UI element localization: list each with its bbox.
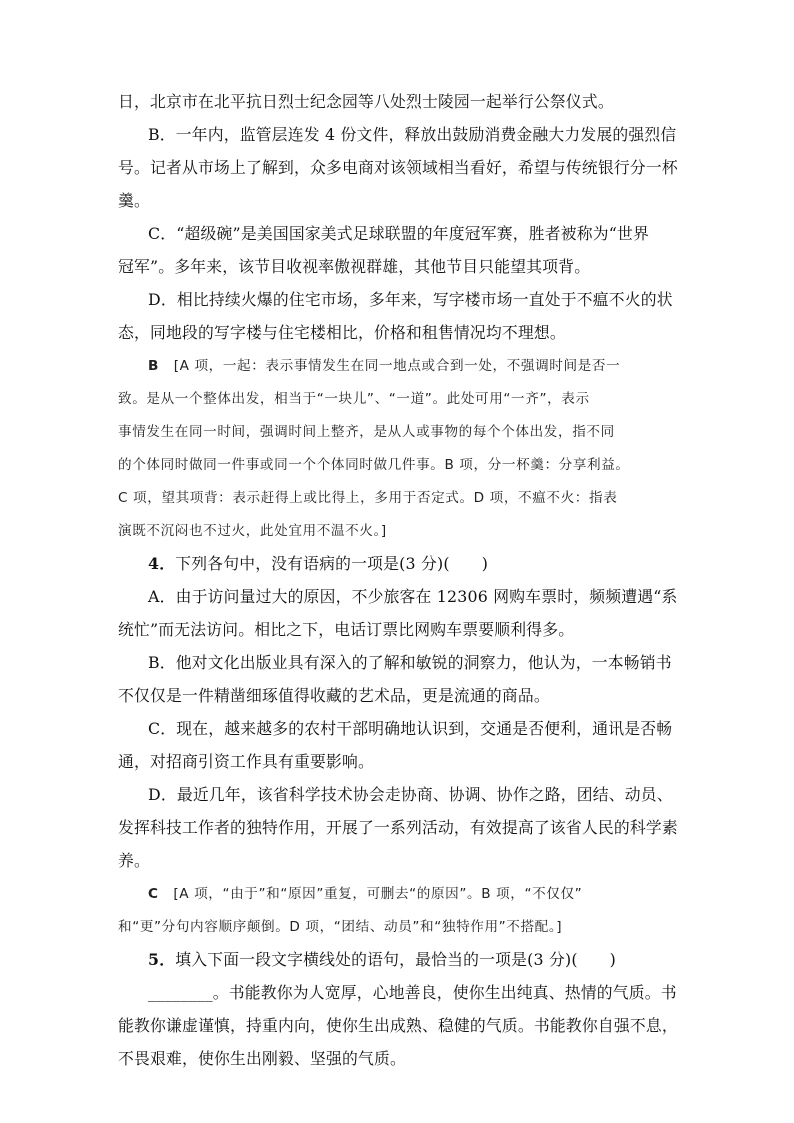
option-a-line: A．由于访问量过大的原因，不少旅客在 12306 网购车票时，频频遭遇“系: [148, 587, 678, 606]
explanation-line: C 项，望其项背：表示赶得上或比得上，多用于否定式。D 项，不瘟不火：指表: [118, 490, 618, 506]
explanation-line: 的个体同时做同一件事或同一个个体同时做几件事。B 项，分一杯羹：分享利益。: [118, 457, 630, 473]
text-line: 羹。: [118, 191, 150, 210]
option-d-line: D．相比持续火爆的住宅市场，多年来，写字楼市场一直处于不瘟不火的状: [148, 290, 673, 309]
text-line: 发挥科技工作者的独特作用，开展了一系列活动，有效提高了该省人民的科学素: [118, 818, 678, 837]
explanation-line: 事情发生在同一时间，强调时间上整齐，是从人或事物的每个个体出发，指不同: [118, 424, 615, 440]
text-line: 通，对招商引资工作具有重要影响。: [118, 752, 374, 771]
question-4-stem: 4．下列各句中，没有语病的一项是(3 分)( ): [148, 554, 489, 573]
explanation-line: 致。是从一个整体出发，相当于“一块儿”、“一道”。此处可用“一齐”，表示: [118, 391, 590, 407]
question-number: 4．: [148, 554, 176, 573]
passage-line: ________。书能教你为人宽厚，心地善良，使你生出纯真、热情的气质。书: [148, 983, 677, 1002]
passage-line: 不畏艰难，使你生出刚毅、坚强的气质。: [118, 1049, 406, 1068]
option-d-line: D．最近几年，该省科学技术协会走协商、协调、协作之路，团结、动员、: [148, 785, 673, 804]
passage-line: 能教你谦虚谨慎，持重内向，使你生出成熟、稳健的气质。书能教你自强不息，: [118, 1016, 678, 1035]
text-line: 不仅仅是一件精凿细琢值得收藏的艺术品，更是流通的商品。: [118, 686, 550, 705]
answer-letter: B: [148, 358, 159, 374]
option-c-line: C．“超级碗”是美国国家美式足球联盟的年度冠军赛，胜者被称为“世界: [148, 224, 650, 243]
text-line: 养。: [118, 851, 150, 870]
answer-letter: C: [148, 886, 159, 902]
explanation-line: 和“更”分句内容顺序颠倒。D 项，“团结、动员”和“独特作用”不搭配。]: [118, 919, 563, 935]
text-line: 统忙”而无法访问。相比之下，电话订票比网购车票要顺利得多。: [118, 620, 575, 639]
option-c-line: C．现在，越来越多的农村干部明确地认识到，交通是否便利，通讯是否畅: [148, 719, 673, 738]
question-number: 5．: [148, 950, 176, 969]
question-5-stem: 5．填入下面一段文字横线处的语句，最恰当的一项是(3 分)( ): [148, 950, 617, 969]
text-line: 态，同地段的写字楼与住宅楼相比，价格和租售情况均不理想。: [118, 323, 566, 342]
answer-explanation-line: B [A 项，一起：表示事情发生在同一地点或合到一处，不强调时间是否一: [148, 358, 621, 374]
text-line: 日，北京市在北平抗日烈士纪念园等八处烈士陵园一起举行公祭仪式。: [118, 92, 614, 111]
text-line: 号。记者从市场上了解到，众多电商对该领域相当看好，希望与传统银行分一杯: [118, 158, 678, 177]
answer-explanation-line: C [A 项，“由于”和“原因”重复，可删去“的原因”。B 项，“不仅仅”: [148, 886, 583, 902]
explanation-line: 演既不沉闷也不过火，此处宜用不温不火。]: [118, 523, 387, 539]
option-b-line: B．一年内，监管层连发 4 份文件，释放出鼓励消费金融大力发展的强烈信: [148, 125, 677, 144]
text-line: 冠军”。多年来，该节目收视率傲视群雄，其他节目只能望其项背。: [118, 257, 591, 276]
option-b-line: B．他对文化出版业具有深入的了解和敏锐的洞察力，他认为，一本畅销书: [148, 653, 672, 672]
